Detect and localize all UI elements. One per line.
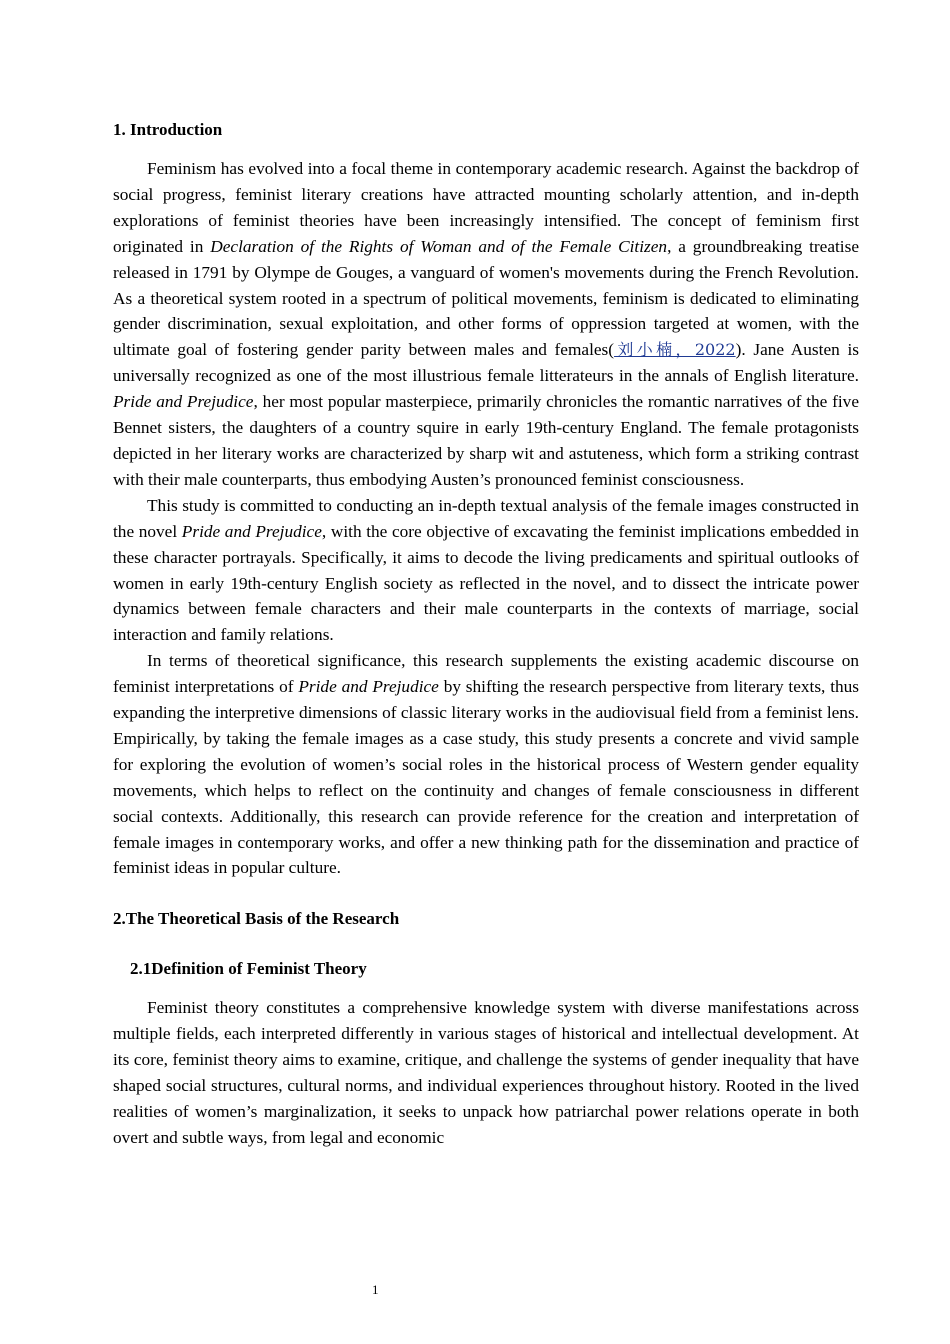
spacer — [113, 931, 859, 957]
paragraph-intro-3 — [113, 648, 859, 881]
citation-link[interactable]: 刘小楠，2022 — [614, 340, 736, 360]
text: This study is committed to conducting an in-depth textual analysis of the female images constructed in the novel — [113, 495, 859, 541]
text: , a groundbreaking treatise released in 1791 by Olympe de Gouges, a vanguard of women's movements during the French Revolution. As a theoretical system rooted in a spectrum of political movements, feminism is dedicated to eliminating gender discrimination, sexual exploitation, and other forms of oppression targeted at women, with the ultimate goal of fostering gender parity between males and females( — [113, 236, 859, 360]
paragraph-intro-2 — [113, 493, 859, 648]
section-heading-introduction: 1. Introduction — [113, 120, 223, 139]
title-declaration: Declaration of the Rights of Woman and of the Female Citizen — [210, 236, 668, 256]
spacer — [113, 142, 859, 156]
text: by shifting the research perspective from literary texts, thus expanding the interpretive dimensions of classic literary works in the audiovisual field from a feminist lens. Empirically, by taking the female images as a case study, this study presents a concrete and vivid sample for exploring the evolution of women’s social roles in the historical process of Western gender equality movements, which helps to reflect on the continuity and changes of female consciousness in different social contexts. Additionally, this research can provide reference for the creation and interpretation of female images in contemporary works, and offer a new thinking path for the dissemination and practice of feminist ideas in popular culture. — [113, 677, 860, 878]
text: Feminism has evolved into a focal theme in contemporary academic research. Against the backdrop of social progress, feminist literary creations have attracted mounting scholarly attention, and in-depth explorations of feminist theories have been increasingly intensified. The concept of feminism first originated in — [113, 159, 859, 256]
spacer — [113, 881, 859, 907]
subsection-heading-definition: 2.1Definition of Feminist Theory — [130, 959, 367, 979]
title-pride-and-prejudice: Pride and Prejudice — [113, 392, 254, 412]
text: , with the core objective of excavating the feminist implications embedded in these character portrayals. Specifically, it aims to decode the living predicaments and spiritual outlooks of women in early 19th-century English society as reflected in the novel, and to dissect the intricate power dynamics between female characters and their male counterparts in the contexts of marriage, social interaction and family relations. — [113, 521, 859, 645]
paper-page — [113, 118, 859, 1151]
section-heading-theoretical-basis: 2.The Theoretical Basis of the Research — [113, 909, 400, 929]
text: In terms of theoretical significance, this research supplements the existing academic discourse on feminist interpretations of — [113, 651, 859, 697]
paragraph-definition-1: Feminist theory constitutes a comprehensive knowledge system with diverse manifestations across multiple fields, each interpreted differently in various stages of historical and intellectual development. At its core, feminist theory aims to examine, critique, and challenge the systems of gender inequality that have shaped social structures, cultural norms, and individual experiences throughout history. Rooted in the lived realities of women’s marginalization, it seeks to unpack how patriarchal power relations operate in both overt and subtle ways, from legal and economic — [113, 998, 859, 1147]
text: , her most popular masterpiece, primarily chronicles the romantic narratives of the five Bennet sisters, the daughters of a country squire in early 19th-century England. The female protagonists depicted in her literary works are characterized by sharp wit and astuteness, which form a striking contrast with their male counterparts, thus embodying Austen’s pronounced feminist consciousness. — [113, 392, 859, 489]
paragraph-intro-1 — [113, 156, 859, 493]
page-number: 1 — [372, 1282, 379, 1297]
title-pride-and-prejudice: Pride and Prejudice — [298, 677, 439, 697]
spacer — [113, 981, 859, 995]
title-pride-and-prejudice: Pride and Prejudice — [181, 521, 322, 541]
text: ). Jane Austen is universally recognized as one of the most illustrious female litterateurs in the annals of English literature. — [113, 340, 859, 386]
